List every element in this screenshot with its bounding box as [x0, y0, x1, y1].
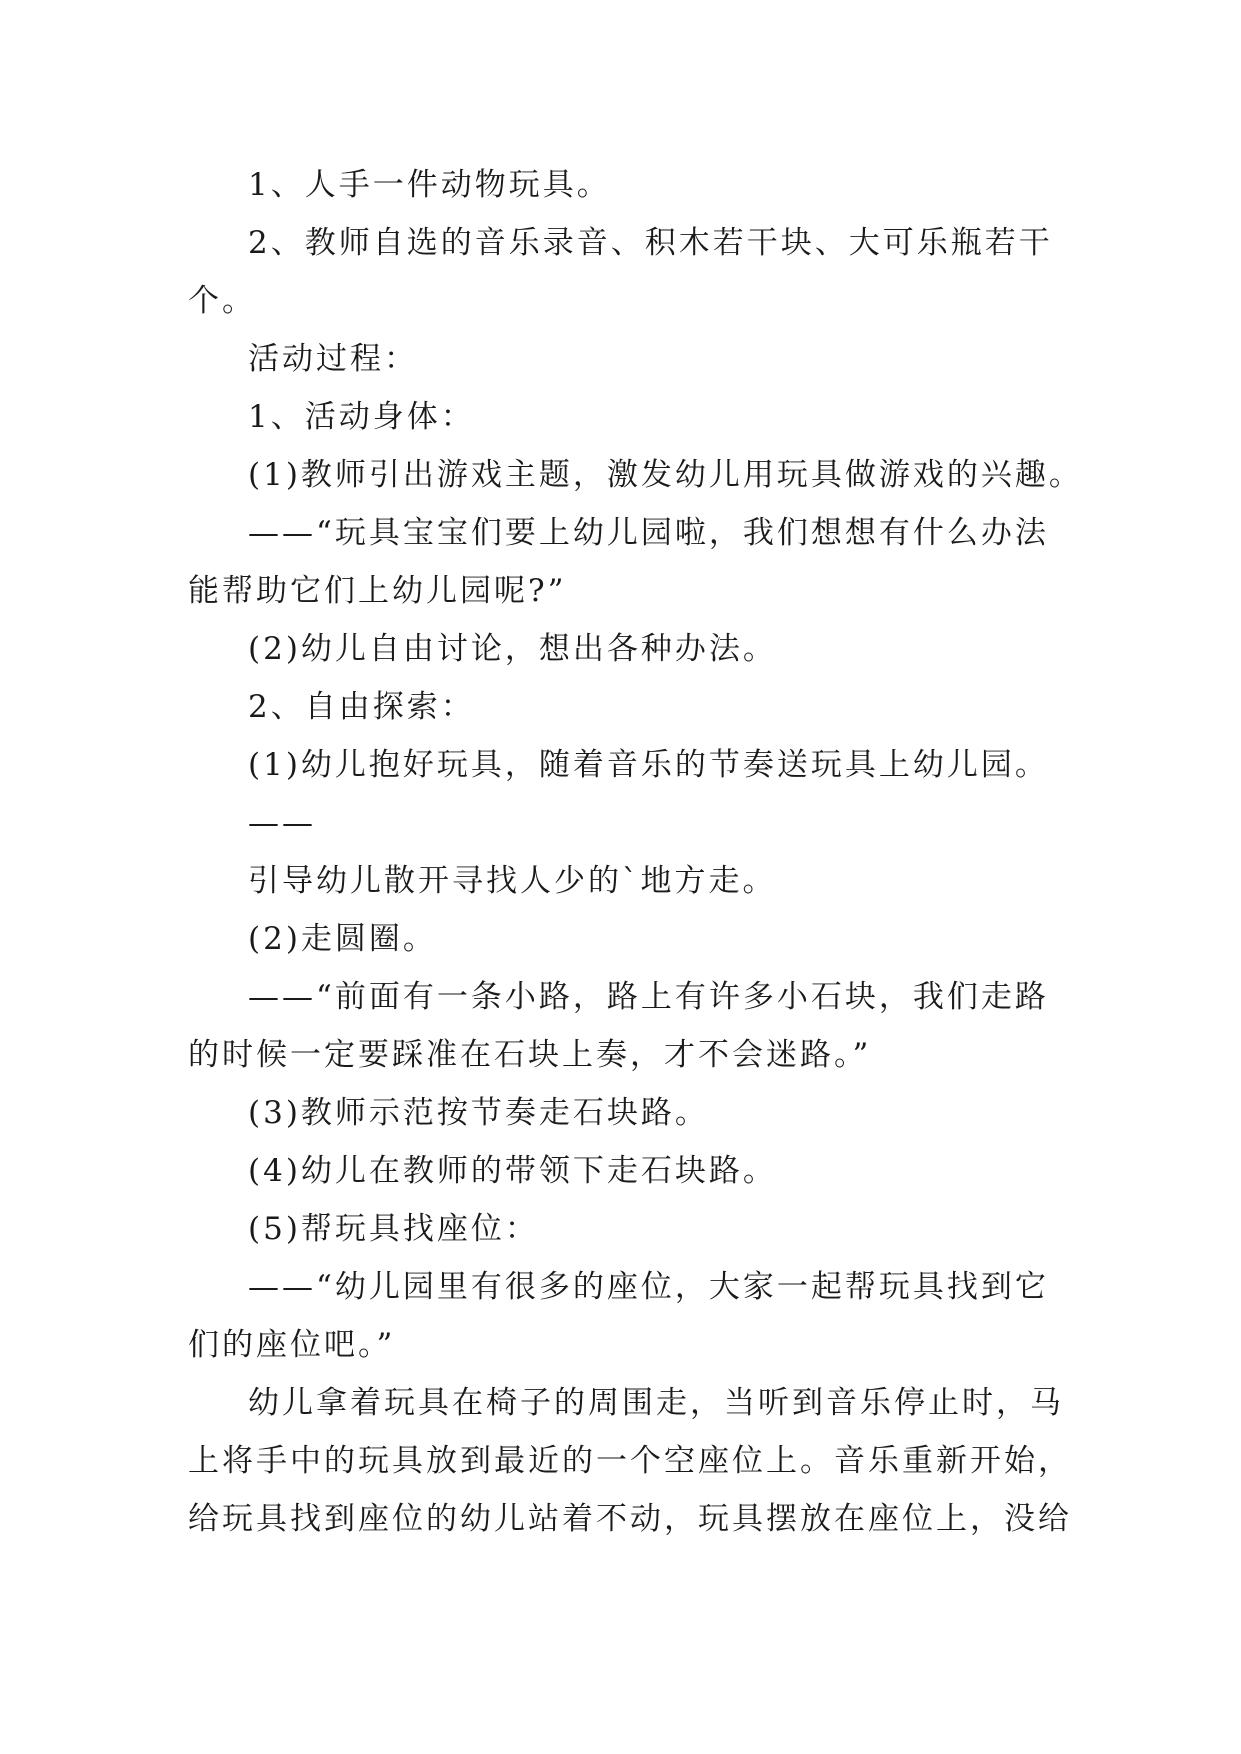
- text-line-10: 2、自由探索：: [248, 689, 475, 725]
- text-line-15: ——“前面有一条小路，路上有许多小石块，我们走路: [248, 979, 1049, 1015]
- text-line-23: 上将手中的玩具放到最近的一个空座位上。音乐重新开始，: [188, 1443, 1072, 1479]
- section-heading-activity-process: 活动过程：: [248, 341, 418, 377]
- text-line-6: (1)教师引出游戏主题，激发幼儿用玩具做游戏的兴趣。: [248, 457, 1083, 493]
- text-line-16: 的时候一定要踩准在石块上奏，才不会迷路。”: [188, 1037, 872, 1073]
- text-line-2: 2、教师自选的音乐录音、积木若干块、大可乐瓶若干: [248, 225, 1053, 261]
- text-line-9: (2)幼儿自由讨论，想出各种办法。: [248, 631, 777, 667]
- text-line-22: 幼儿拿着玩具在椅子的周围走，当听到音乐停止时，马: [248, 1385, 1064, 1421]
- text-line-18: (4)幼儿在教师的带领下走石块路。: [248, 1153, 777, 1189]
- text-line-13: 引导幼儿散开寻找人少的`地方走。: [248, 863, 777, 899]
- text-line-7: ——“玩具宝宝们要上幼儿园啦，我们想想有什么办法: [248, 515, 1049, 551]
- text-line-20: ——“幼儿园里有很多的座位，大家一起帮玩具找到它: [248, 1269, 1049, 1305]
- text-line-21: 们的座位吧。”: [188, 1327, 396, 1363]
- text-line-11: (1)幼儿抱好玩具，随着音乐的节奏送玩具上幼儿园。: [248, 747, 1049, 783]
- text-line-14: (2)走圆圈。: [248, 921, 437, 957]
- text-line-24: 给玩具找到座位的幼儿站着不动，玩具摆放在座位上，没给: [188, 1501, 1072, 1537]
- text-line-5: 1、活动身体：: [248, 399, 475, 435]
- text-line-8: 能帮助它们上幼儿园呢?”: [188, 573, 567, 609]
- text-line-12: ——: [248, 805, 316, 841]
- text-line-19: (5)帮玩具找座位：: [248, 1211, 539, 1247]
- text-line-3: 个。: [188, 283, 256, 319]
- text-line-1: 1、人手一件动物玩具。: [248, 167, 611, 203]
- text-line-17: (3)教师示范按节奏走石块路。: [248, 1095, 709, 1131]
